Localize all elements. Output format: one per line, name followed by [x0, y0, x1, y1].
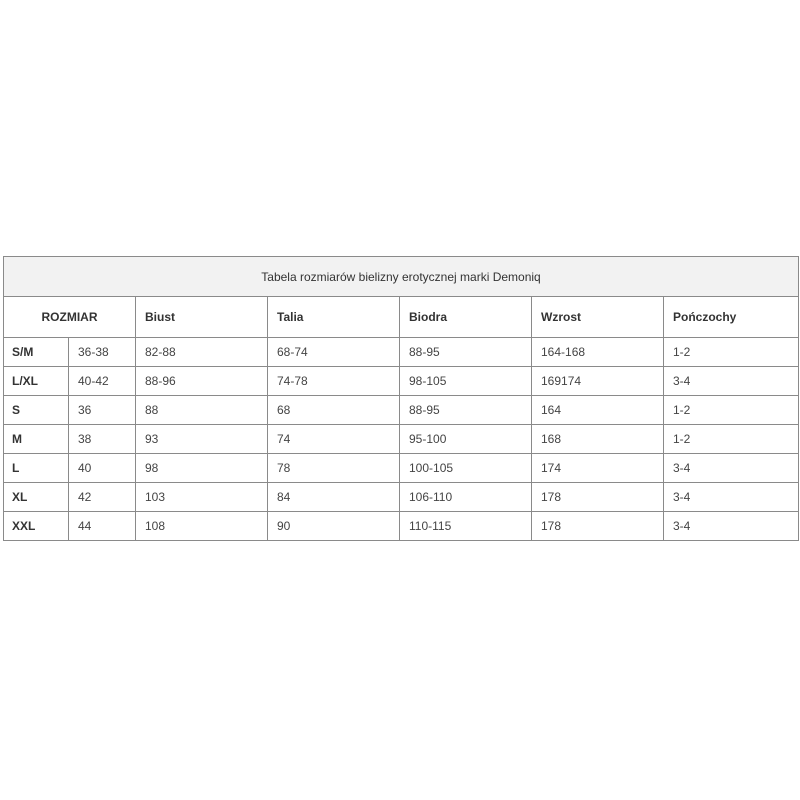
cell-eu-size: 42 — [69, 483, 136, 512]
table-row — [4, 454, 799, 483]
cell-ponczochy: 3-4 — [664, 367, 799, 396]
cell-biust: 103 — [136, 483, 268, 512]
cell-talia: 74 — [268, 425, 400, 454]
cell-wzrost: 174 — [532, 454, 664, 483]
cell-talia: 68 — [268, 396, 400, 425]
cell-biust: 108 — [136, 512, 268, 541]
cell-biust: 98 — [136, 454, 268, 483]
header-row — [4, 297, 799, 338]
cell-talia: 68-74 — [268, 338, 400, 367]
table-title: Tabela rozmiarów bielizny erotycznej marki Demoniq — [4, 257, 799, 297]
cell-size: M — [4, 425, 69, 454]
cell-biust: 82-88 — [136, 338, 268, 367]
cell-talia: 78 — [268, 454, 400, 483]
cell-wzrost: 168 — [532, 425, 664, 454]
cell-biodra: 88-95 — [400, 338, 532, 367]
cell-eu-size: 38 — [69, 425, 136, 454]
cell-eu-size: 40-42 — [69, 367, 136, 396]
cell-eu-size: 40 — [69, 454, 136, 483]
cell-biodra: 95-100 — [400, 425, 532, 454]
cell-biodra: 88-95 — [400, 396, 532, 425]
header-biust: Biust — [136, 297, 268, 338]
cell-size: S — [4, 396, 69, 425]
cell-wzrost: 164-168 — [532, 338, 664, 367]
header-ponczochy: Pończochy — [664, 297, 799, 338]
table-row — [4, 338, 799, 367]
cell-ponczochy: 3-4 — [664, 454, 799, 483]
cell-size: S/M — [4, 338, 69, 367]
header-talia: Talia — [268, 297, 400, 338]
title-row — [4, 257, 799, 297]
cell-size: L — [4, 454, 69, 483]
table-row — [4, 367, 799, 396]
cell-eu-size: 36 — [69, 396, 136, 425]
cell-wzrost: 164 — [532, 396, 664, 425]
cell-talia: 84 — [268, 483, 400, 512]
header-biodra: Biodra — [400, 297, 532, 338]
cell-ponczochy: 1-2 — [664, 425, 799, 454]
header-wzrost: Wzrost — [532, 297, 664, 338]
cell-biust: 93 — [136, 425, 268, 454]
cell-biust: 88 — [136, 396, 268, 425]
cell-biodra: 106-110 — [400, 483, 532, 512]
cell-eu-size: 36-38 — [69, 338, 136, 367]
cell-biodra: 98-105 — [400, 367, 532, 396]
cell-biust: 88-96 — [136, 367, 268, 396]
cell-size: XL — [4, 483, 69, 512]
table-row — [4, 483, 799, 512]
header-rozmiar: ROZMIAR — [4, 297, 136, 338]
cell-ponczochy: 1-2 — [664, 338, 799, 367]
cell-wzrost: 169174 — [532, 367, 664, 396]
cell-biodra: 100-105 — [400, 454, 532, 483]
cell-ponczochy: 1-2 — [664, 396, 799, 425]
cell-ponczochy: 3-4 — [664, 512, 799, 541]
cell-eu-size: 44 — [69, 512, 136, 541]
table-row — [4, 396, 799, 425]
cell-ponczochy: 3-4 — [664, 483, 799, 512]
table-row — [4, 425, 799, 454]
size-chart-table — [3, 256, 799, 541]
cell-size: L/XL — [4, 367, 69, 396]
table-row — [4, 512, 799, 541]
cell-talia: 74-78 — [268, 367, 400, 396]
cell-size: XXL — [4, 512, 69, 541]
cell-biodra: 110-115 — [400, 512, 532, 541]
cell-talia: 90 — [268, 512, 400, 541]
cell-wzrost: 178 — [532, 483, 664, 512]
cell-wzrost: 178 — [532, 512, 664, 541]
